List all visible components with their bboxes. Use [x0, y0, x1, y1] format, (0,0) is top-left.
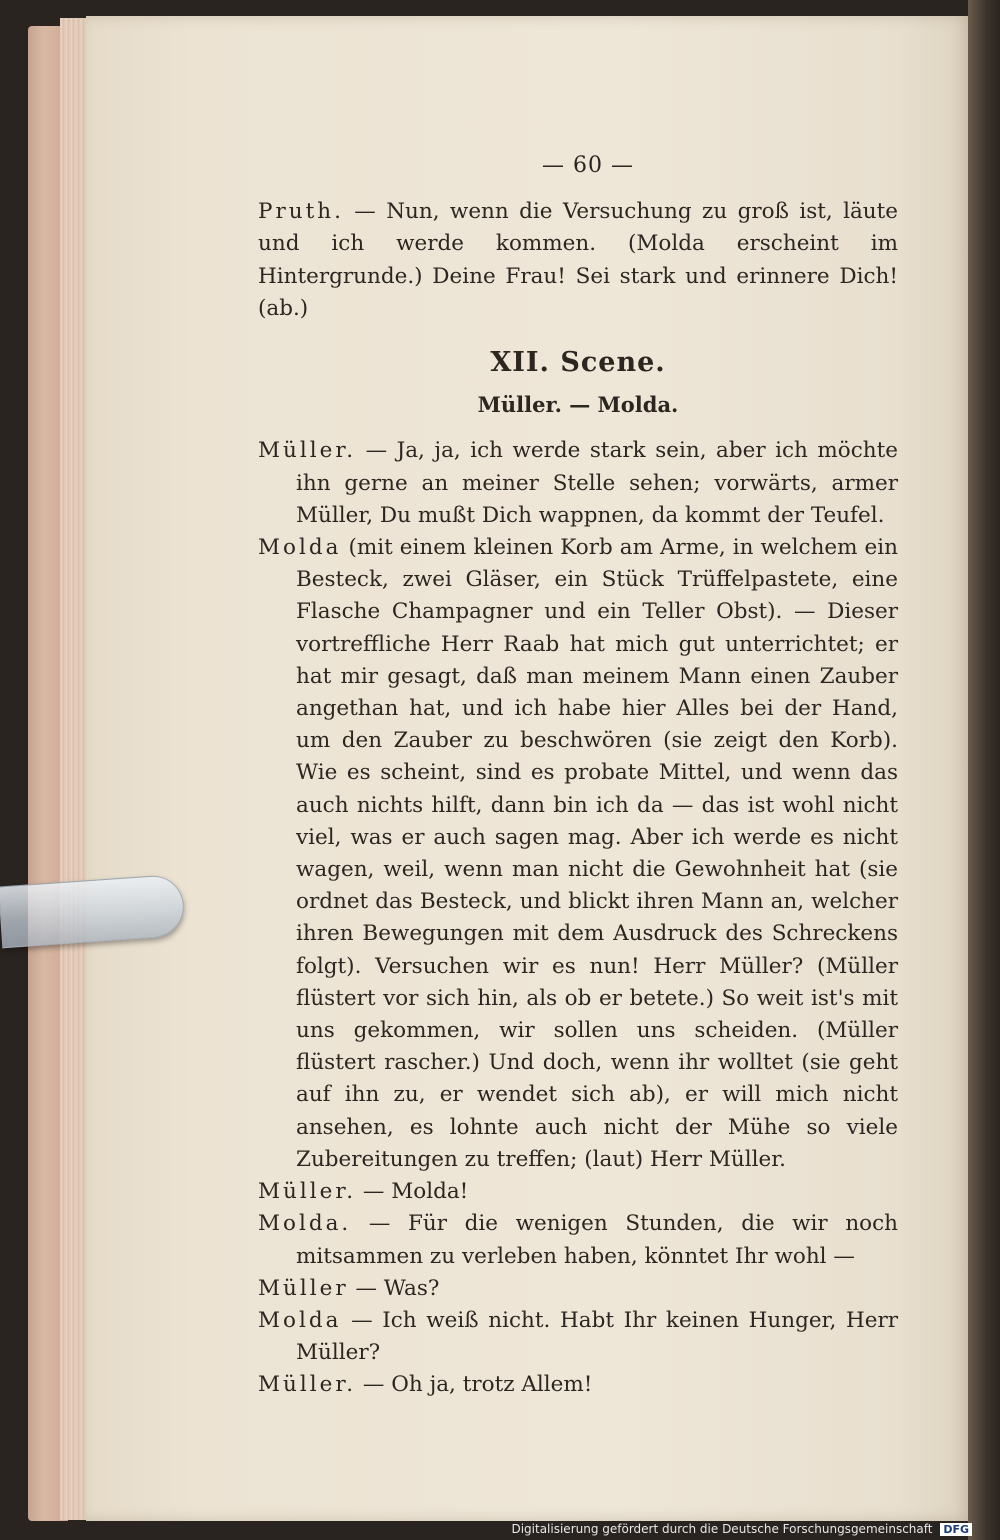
- dialogue-line: [258, 532, 898, 1176]
- speaker-name: Molda: [258, 1307, 342, 1333]
- scene-title: XII. Scene.: [490, 347, 666, 379]
- speaker-name: Müller: [258, 1275, 349, 1301]
- dialogue-text: — Ja, ja, ich werde stark sein, aber ich möchte ihn gerne an meiner Stelle sehen; vorwärts, armer Müller, Du mußt Dich wappnen, da kommt der Teufel.: [296, 438, 898, 528]
- page-text: [258, 150, 898, 1402]
- speaker-name: Müller.: [258, 438, 357, 464]
- dialogue-text: — Was?: [348, 1275, 440, 1301]
- page-number: — 60 —: [542, 153, 634, 178]
- book-gutter: [968, 0, 1000, 1540]
- dialogue-line: [258, 1305, 898, 1369]
- dialogue-text: — Für die wenigen Stunden, die wir noch mitsammen zu verleben haben, könntet Ihr wohl —: [296, 1211, 898, 1269]
- dialogue-line: [258, 1176, 898, 1208]
- speaker-name: Molda.: [258, 1211, 352, 1237]
- speaker-name: Müller.: [258, 1372, 357, 1398]
- dialogue-text: (mit einem kleinen Korb am Arme, in welchem ein Besteck, zwei Gläser, ein Stück Trüffelpastete, eine Flasche Champagner und ein Teller Obst). — Dieser vortreffliche Herr Raab hat mich gut unterrichtet; er hat mir gesagt, daß man meinem Mann einen Zauber angethan hat, und ich habe hier Alles bei der Hand, um den Zauber zu beschwören (sie zeigt den Korb). Wie es scheint, sind es probate Mittel, und wenn das auch nichts hilft, dann bin ich da — das ist wohl nicht viel, was er auch sagen mag. Aber ich werde es nicht wagen, weil, wenn man nicht die Gewohnheit hat (sie ordnet das Besteck, und blickt ihren Mann an, welcher ihren Bewegungen mit dem Ausdruck des Schreckens folgt). Versuchen wir es nun! Herr Müller? (Müller flüstert vor sich hin, als ob er betete.) So weit ist's mit uns gekommen, wir sollen uns scheiden. (Müller flüstert rascher.) Und doch, wenn ihr wolltet (sie geht auf ihn zu, er wendet sich ab), er will mich nicht ansehen, es lohnte auch nicht der Mühe so viele Zubereitungen zu treffen; (laut) Herr Müller.: [296, 535, 898, 1172]
- dialogue-line: [258, 1273, 898, 1305]
- dialogue-text: — Oh ja, trotz Allem!: [356, 1372, 593, 1398]
- scene-persons: Müller. — Molda.: [477, 392, 679, 418]
- dfg-logo-icon: DFG: [940, 1523, 972, 1536]
- speaker-name: Molda: [258, 535, 342, 561]
- dialogue-line: [258, 1208, 898, 1272]
- dialogue-text: — Ich weiß nicht. Habt Ihr keinen Hunger, Herr Müller?: [296, 1307, 898, 1366]
- dialogue-line: [258, 435, 898, 532]
- credit-text: Digitalisierung gefördert durch die Deutsche Forschungsgemeinschaft: [511, 1522, 933, 1536]
- paragraph: [258, 196, 898, 325]
- dialogue-text: — Molda!: [356, 1179, 469, 1205]
- speaker-name: Pruth.: [258, 199, 344, 225]
- speaker-name: Müller.: [258, 1179, 357, 1205]
- page-stack-edge: [60, 18, 88, 1520]
- bookmark-tab: [0, 874, 186, 949]
- digitization-credit: [511, 1522, 972, 1536]
- paragraph-text: — Nun, wenn die Versuchung zu groß ist, läute und ich werde kommen. (Molda erscheint im Hintergrunde.) Deine Frau! Sei stark und erinnere Dich! (ab.): [258, 199, 898, 321]
- dialogue-line: [258, 1369, 898, 1401]
